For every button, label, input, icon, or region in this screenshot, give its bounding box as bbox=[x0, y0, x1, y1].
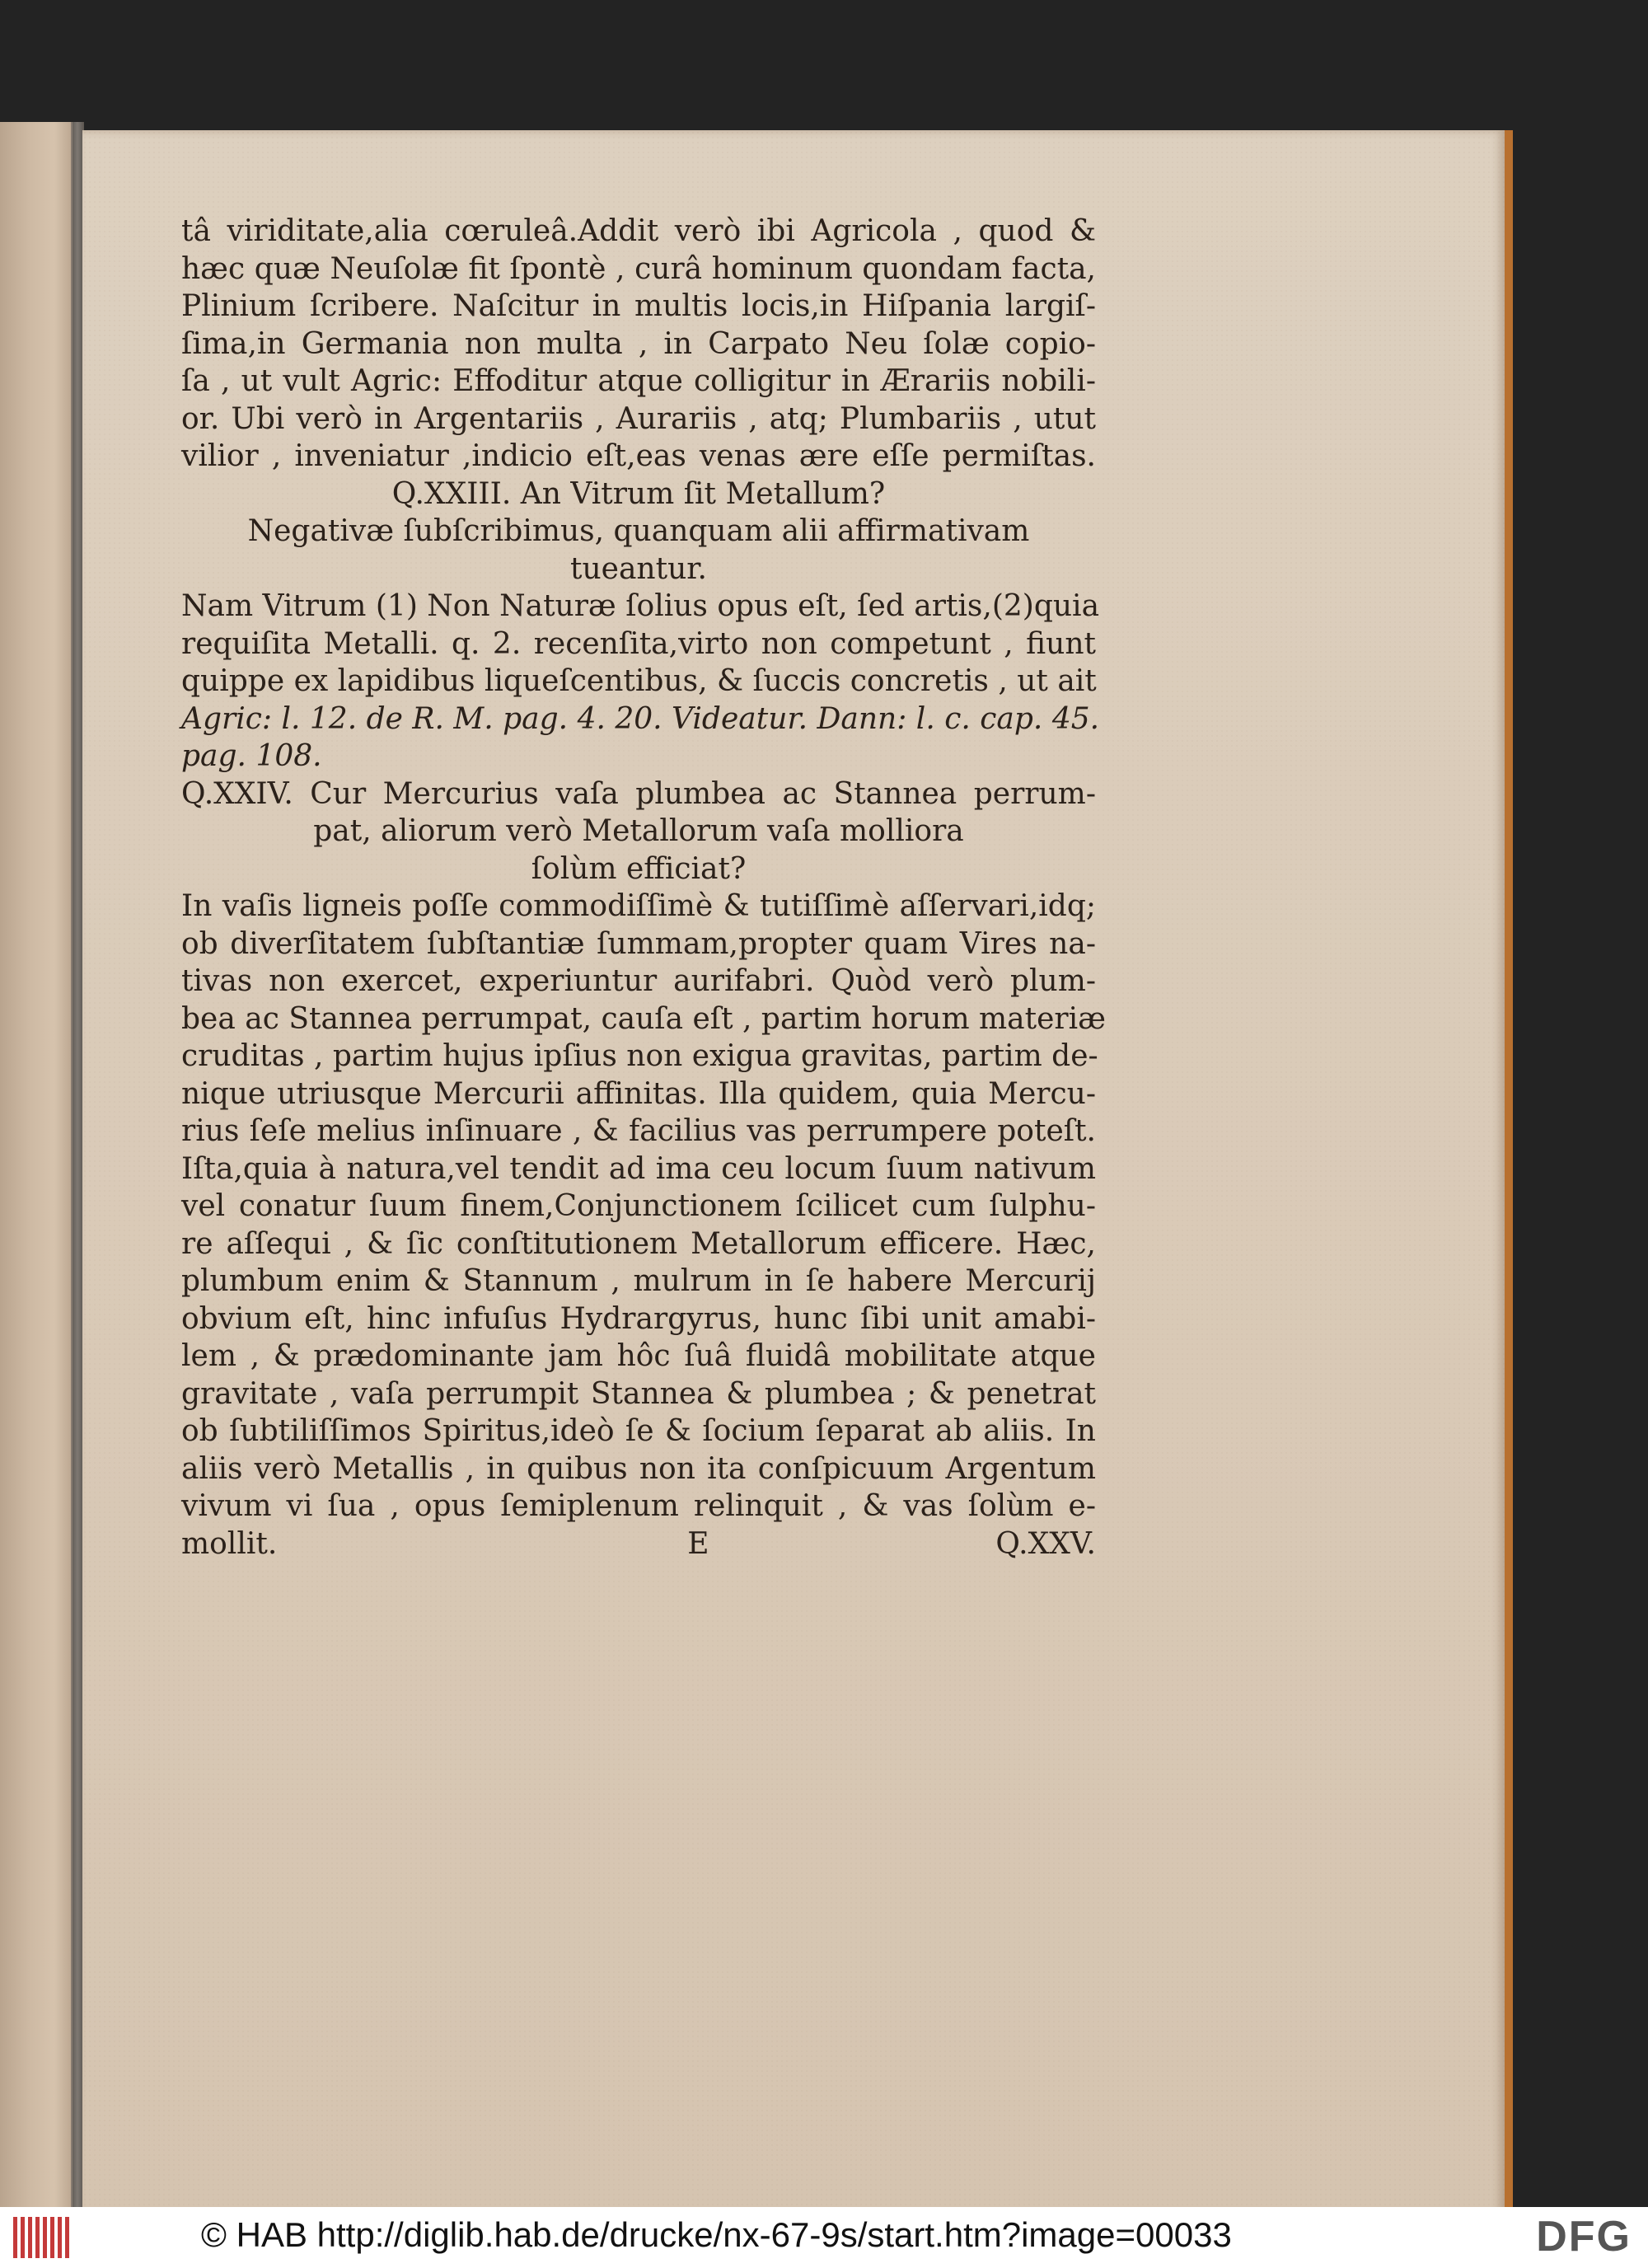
text-line: vel conatur ſuum finem,Conjunctionem ſcilicet cum ſulphu- bbox=[181, 1189, 1096, 1223]
facing-page-edge bbox=[0, 122, 73, 2207]
page-foot-row bbox=[181, 1525, 1096, 1563]
question-23-answer: tueantur. bbox=[570, 551, 707, 586]
question-24-heading: Q.XXIV. Cur Mercurius vaſa plumbea ac Stannea perrum- bbox=[181, 776, 1096, 811]
text-line: bea ac Stannea perrumpat, cauſa eſt , partim horum materiæ bbox=[181, 1001, 1106, 1036]
text-line: tivas non exercet, experiuntur aurifabri. Quòd verò plum- bbox=[181, 964, 1096, 998]
viewer-footer bbox=[0, 2207, 1648, 2268]
text-line: pag. 108. bbox=[181, 739, 322, 773]
text-line: Nam Vitrum (1) Non Naturæ ſolius opus eſt, ſed artis,(2)quia bbox=[181, 589, 1100, 623]
source-url[interactable]: © HAB http://diglib.hab.de/drucke/nx-67-9s/start.htm?image=00033 bbox=[201, 2215, 1232, 2254]
text-line: plumbum enim & Stannum , mulrum in ſe habere Mercurij bbox=[181, 1264, 1096, 1298]
question-23-heading: Q.XXIII. An Vitrum ſit Metallum? bbox=[391, 476, 886, 511]
signature-mark: E bbox=[687, 1526, 709, 1561]
text-line: aliis verò Metallis , in quibus non ita conſpicuum Argentum bbox=[181, 1451, 1096, 1486]
page-text bbox=[181, 213, 1106, 1563]
text-line: Iſta,quia à natura,vel tendit ad ima ceu locum ſuum nativum bbox=[181, 1151, 1096, 1186]
text-line: or. Ubi verò in Argentariis , Aurariis , atq; Plumbariis , utut bbox=[181, 401, 1096, 436]
text-line: requiſita Metalli. q. 2. recenſita,virto non competunt , fiunt bbox=[181, 626, 1096, 661]
question-24-heading: ſolùm efficiat? bbox=[531, 851, 747, 886]
question-23-answer: Negativæ ſubſcribimus, quanquam alii affirmativam bbox=[247, 514, 1030, 548]
dfg-logo: DFG bbox=[1536, 2213, 1632, 2261]
last-line: mollit. bbox=[181, 1526, 278, 1561]
text-line: Plinium ſcribere. Naſcitur in multis locis,in Hiſpania largiſ- bbox=[181, 289, 1096, 323]
text-line: vilior , inveniatur ,indicio eſt,eas venas ære eſſe permiſtas. bbox=[181, 439, 1096, 473]
question-24-body bbox=[181, 888, 1106, 1525]
text-line: ob ſubtiliſſimos Spiritus,ideò ſe & ſocium ſeparat ab aliis. In bbox=[181, 1414, 1096, 1448]
text-line: In vaſis ligneis poſſe commodiſſimè & tutiſſimè aſſervari,idq; bbox=[181, 889, 1096, 923]
text-line: ſima,in Germania non multa , in Carpato Neu ſolæ copio- bbox=[181, 326, 1096, 361]
text-line: Agric: l. 12. de R. M. pag. 4. 20. Videatur. Dann: l. c. cap. 45. bbox=[181, 701, 1100, 736]
text-line: cruditas , partim hujus ipſius non exigua gravitas, partim de- bbox=[181, 1039, 1098, 1073]
paragraph-intro bbox=[181, 213, 1096, 476]
text-line: vivum vi ſua , opus ſemiplenum relinquit , & vas ſolùm e- bbox=[181, 1489, 1096, 1523]
catchword: Q.XXV. bbox=[995, 1526, 1096, 1561]
question-24-heading: pat, aliorum verò Metallorum vaſa molliora bbox=[313, 814, 964, 848]
text-line: hæc quæ Neuſolæ fit ſpontè , curâ hominum quondam facta, bbox=[181, 251, 1096, 286]
text-line: gravitate , vaſa perrumpit Stannea & plumbea ; & penetrat bbox=[181, 1376, 1096, 1411]
text-line: nique utriusque Mercurii affinitas. Illa quidem, quia Mercu- bbox=[181, 1076, 1096, 1111]
text-line: lem , & prædominante jam hôc ſuâ fluidâ mobilitate atque bbox=[181, 1339, 1096, 1373]
text-line: ob diverſitatem ſubſtantiæ ſummam,propter quam Vires na- bbox=[181, 926, 1096, 961]
text-line: obvium eſt, hinc infuſus Hydrargyrus, hunc ſibi unit amabi- bbox=[181, 1301, 1096, 1336]
question-23-body bbox=[181, 588, 1100, 776]
text-line: re aſſequi , & ſic conſtitutionem Metallorum efficere. Hæc, bbox=[181, 1226, 1096, 1261]
text-line: ſa , ut vult Agric: Effoditur atque colligitur in Ærariis nobili- bbox=[181, 364, 1096, 398]
library-logo-icon bbox=[13, 2217, 69, 2258]
text-line: quippe ex lapidibus liqueſcentibus, & ſuccis concretis , ut ait bbox=[181, 664, 1097, 698]
text-line: rius ſeſe melius inſinuare , & facilius vas perrumpere poteſt. bbox=[181, 1114, 1096, 1148]
text-line: tâ viriditate,alia cœruleâ.Addit verò ibi Agricola , quod & bbox=[181, 214, 1096, 248]
